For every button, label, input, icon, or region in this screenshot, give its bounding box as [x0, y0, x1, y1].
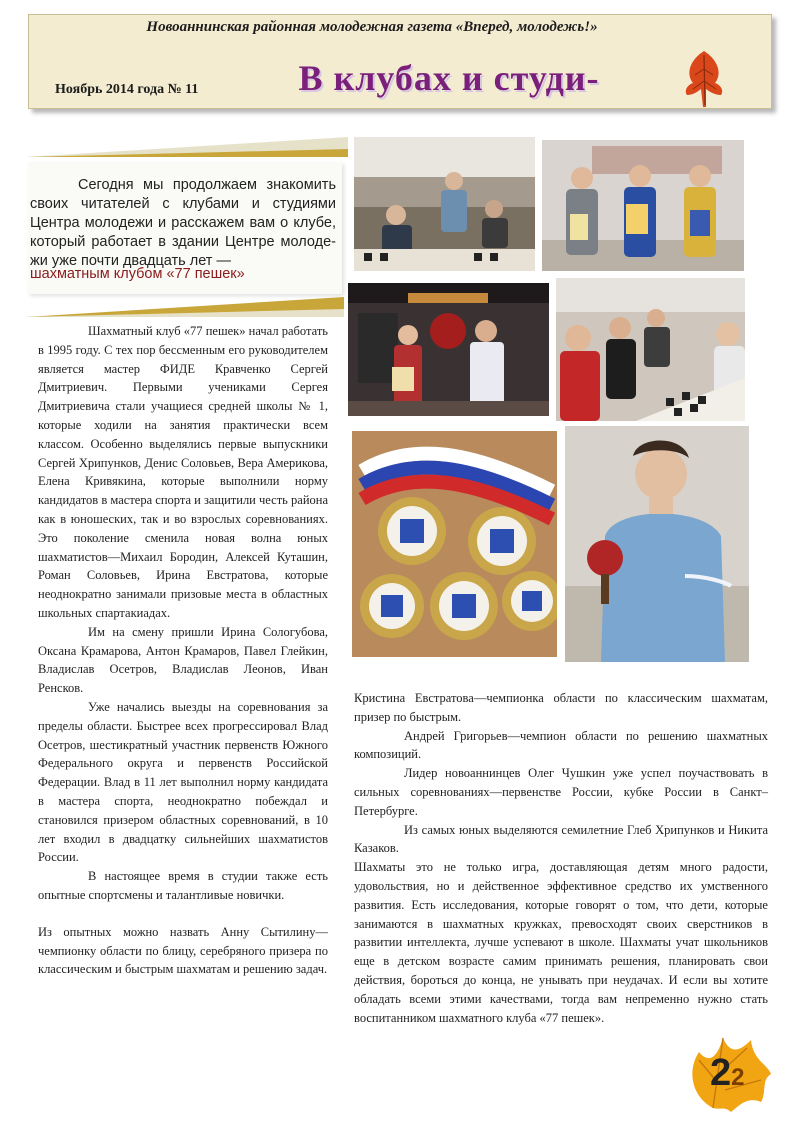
club-name-highlight: шахматным клубом «77 пешек» [30, 266, 245, 282]
section-title: В клубах и студи- [298, 58, 600, 98]
autumn-leaf-icon [679, 47, 729, 111]
paragraph: Им на смену пришли Ирина Сологубова, Оксана Крамарова, Антон Крамаров, Павел Глейкин, Владислав Осетров, Владислав Леонов, Иван Ренсков. [38, 624, 328, 696]
intro-top-bar [26, 137, 348, 157]
paragraph: В настоящее время в студии также есть опытные спортсмены и талантливые новички. [38, 869, 328, 902]
left-column [38, 322, 328, 979]
right-column [354, 689, 768, 1027]
intro-paragraph: Сегодня мы продолжаем знакомить своих читателей с клубами и студиями Центра молодежи и расскажем вам о клубе, который работает в здании Центре молоде-жи уже почти двадцать лет — [30, 177, 336, 269]
paragraph: Из самых юных выделяются семилетние Глеб Хрипунков и Никита Казаков. [354, 822, 768, 856]
paragraph: Из опытных можно назвать Анну Сытилину—чемпионку области по блицу, серебряного призера по классическим и быстрым шахматам и решению задач. [38, 924, 328, 977]
intro-text [30, 176, 336, 271]
paragraph: Кристина Евстратова—чемпионка области по классическим шахматам, призер по быстрым. [354, 691, 768, 724]
medals-photo [352, 431, 557, 657]
paragraph: Шахматы это не только игра, доставляющая детям много радости, удовольствия, но и действенное эффективное средство их умственного развития. Есть исследования, которые говорят о том, что дети, которые занимаются в шахматных кружках, превосходят своих сверстников в развитии интеллекта, лучше успевают в школе. Шахматы учат школьников еще в детском возрасте самим принимать решения, планировать свои действия, бороться до конца, не унывать при неудачах. И если вы хотите обладать всеми этими качествами, тогда вам непременно нужно стать воспитанником шахматного клуба «77 пешек». [354, 860, 768, 1025]
page-number-sub: 2 [731, 1064, 745, 1091]
newspaper-name: Новоаннинская районная молодежная газета «Вперед, молодежь!» [146, 19, 598, 35]
intro-bottom-bar [26, 297, 344, 317]
chess-players-table-photo [556, 278, 745, 421]
chess-tournament-hall-photo [354, 137, 535, 271]
table-tennis-player-photo [565, 426, 749, 662]
page-number-main: 2 [710, 1052, 732, 1094]
issue-date: Ноябрь 2014 года № 11 [55, 82, 199, 97]
header-banner [28, 14, 772, 109]
award-winners-photo [542, 140, 744, 271]
paragraph: Шахматный клуб «77 пешек» начал работать в 1995 году. С тех пор бессменным его руководителем является мастер ФИДЕ Кравченко Сергей Дмитриевич. Первыми учениками Сергея Дмитриевича стали учащиеся средней школы № 1, которые ходили на занятия практически всем классом. Особенно выделялись первые выпускники Сергей Хрипунков, Денис Соловьев, Вера Америкова, Елена Кривякина, которые выполнили норму кандидатов в мастера спорта и защитили честь района как в юношеских, так и во взрослых соревнованиях. Это поколение сменила новая волна юных шахматистов—Михаил Бородин, Алексей Куташин, Роман Соловьев, Ирина Евстратова, которые неоднократно занимали призовые места в областных школьных спартакиадах. [38, 324, 328, 620]
page-number [710, 1052, 745, 1095]
paragraph: Уже начались выезды на соревнования за пределы области. Быстрее всех прогрессировал Влад Осетров, шестикратный участник первенств Южного Федерального округа и первенств Российской Федерации. Влад в 11 лет выполнил норму кандидата в мастера спорта, неоднократно побеждал и становился призером областных соревнований, в 10 лет входил в двадцатку сильнейших шахматистов России. [38, 699, 328, 865]
paragraph: Лидер новоаннинцев Олег Чушкин уже успел поучаствовать в сильных соревнованиях—первенстве России, кубке России в Санкт–Петербурге. [354, 766, 768, 818]
paragraph: Андрей Григорьев—чемпион области по решению шахматных композиций. [354, 728, 768, 762]
award-ceremony-photo [348, 283, 549, 416]
